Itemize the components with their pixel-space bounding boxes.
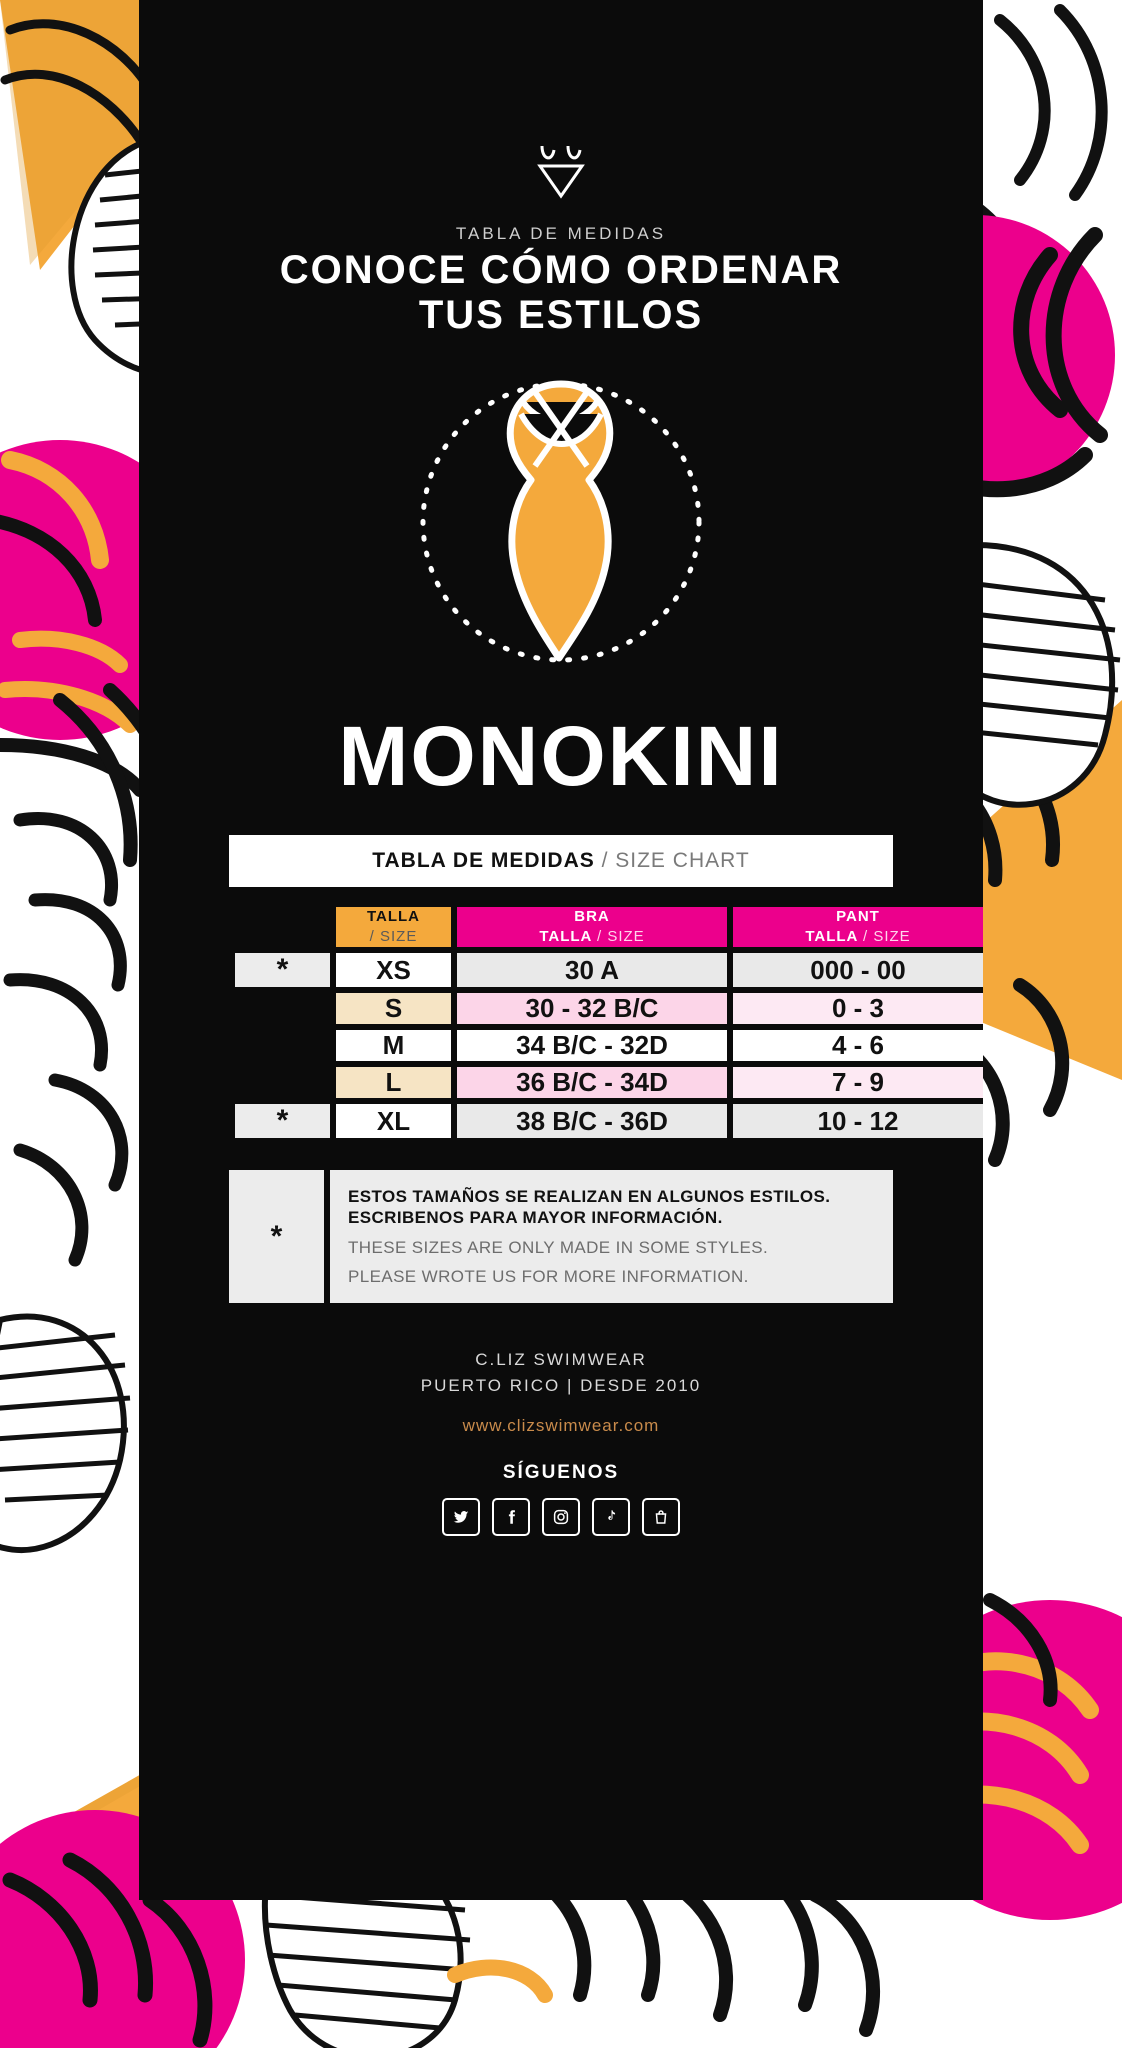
headline-line-1: CONOCE CÓMO ORDENAR [279, 248, 843, 292]
brand-logo [179, 0, 943, 202]
footnote-es-line-2: ESCRIBENOS PARA MAYOR INFORMACIÓN. [348, 1208, 723, 1228]
footer [179, 1347, 943, 1536]
row-size: XS [336, 953, 451, 987]
header-bra-title: BRA [574, 907, 610, 925]
row-bra: 38 B/C - 36D [457, 1104, 727, 1138]
size-chart-banner-en: SIZE CHART [615, 848, 750, 872]
instagram-icon[interactable] [542, 1498, 580, 1536]
footnote-text [330, 1170, 893, 1303]
table-row [235, 993, 983, 1024]
header-pant-es: TALLA [805, 927, 858, 945]
header-bra-es: TALLA [539, 927, 592, 945]
follow-label: SÍGUENOS [502, 1462, 620, 1484]
row-bra: 30 - 32 B/C [457, 993, 727, 1024]
table-row [235, 1104, 983, 1138]
row-size: L [336, 1067, 451, 1098]
header-pant-sub [733, 927, 983, 947]
twitter-icon[interactable] [442, 1498, 480, 1536]
header-pant [733, 907, 983, 948]
row-size: XL [336, 1104, 451, 1138]
table-row [235, 1030, 983, 1061]
page-title: MONOKINI [338, 708, 784, 803]
header-star-spacer [235, 907, 330, 948]
table-row [235, 1067, 983, 1098]
header-pant-title: PANT [836, 907, 880, 925]
headline-line-2: TUS ESTILOS [418, 292, 704, 337]
size-chart-banner [229, 835, 893, 887]
website-link[interactable]: www.clizswimwear.com [462, 1416, 660, 1436]
facebook-icon[interactable] [492, 1498, 530, 1536]
row-star [235, 1030, 330, 1061]
eyebrow-text: TABLA DE MEDIDAS [455, 224, 667, 243]
table-row [235, 953, 983, 987]
shop-bag-icon[interactable] [642, 1498, 680, 1536]
tiktok-icon[interactable] [592, 1498, 630, 1536]
footnote-en-line-2: PLEASE WROTE US FOR MORE INFORMATION. [348, 1266, 749, 1286]
headline [179, 248, 943, 338]
header-size-en: / SIZE [369, 927, 418, 945]
footnote-es-line-1: ESTOS TAMAÑOS SE REALIZAN EN ALGUNOS ESTILOS. [348, 1187, 831, 1207]
header-size-es: TALLA [366, 907, 421, 925]
row-pant: 0 - 3 [733, 993, 983, 1024]
facebook-glyph [502, 1508, 520, 1526]
brand-location: PUERTO RICO | DESDE 2010 [420, 1375, 702, 1395]
footnote-en-line-1: THESE SIZES ARE ONLY MADE IN SOME STYLES. [348, 1237, 769, 1257]
bikini-logo-icon [534, 140, 588, 202]
row-star [235, 993, 330, 1024]
product-illustration [179, 362, 943, 682]
row-size: S [336, 993, 451, 1024]
monokini-swimsuit-illustration [411, 362, 711, 682]
row-pant: 7 - 9 [733, 1067, 983, 1098]
tiktok-glyph [602, 1508, 620, 1526]
header-pant-en: / SIZE [862, 927, 911, 945]
size-chart [229, 835, 911, 1145]
row-size: M [336, 1030, 451, 1061]
row-star [235, 1067, 330, 1098]
row-bra: 30 A [457, 953, 727, 987]
shop-bag-glyph [652, 1508, 670, 1526]
footnote-star: * [229, 1170, 324, 1303]
size-chart-banner-es: TABLA DE MEDIDAS [372, 848, 595, 872]
content-panel [139, 0, 983, 1900]
header-bra-sub [457, 927, 727, 947]
brand-name: C.LIZ SWIMWEAR [475, 1350, 647, 1370]
row-bra: 36 B/C - 34D [457, 1067, 727, 1098]
header-bra [457, 907, 727, 948]
row-bra: 34 B/C - 32D [457, 1030, 727, 1061]
row-pant: 10 - 12 [733, 1104, 983, 1138]
social-links [179, 1498, 943, 1536]
twitter-glyph [452, 1508, 470, 1526]
table-header-row [235, 907, 983, 948]
size-chart-banner-sep: / [594, 848, 616, 872]
instagram-glyph [552, 1508, 570, 1526]
footnote [229, 1170, 893, 1303]
row-star: * [235, 953, 330, 987]
header-bra-en: / SIZE [596, 927, 645, 945]
header-size [336, 907, 451, 948]
row-pant: 000 - 00 [733, 953, 983, 987]
size-chart-table [229, 901, 989, 1145]
row-pant: 4 - 6 [733, 1030, 983, 1061]
row-star: * [235, 1104, 330, 1138]
